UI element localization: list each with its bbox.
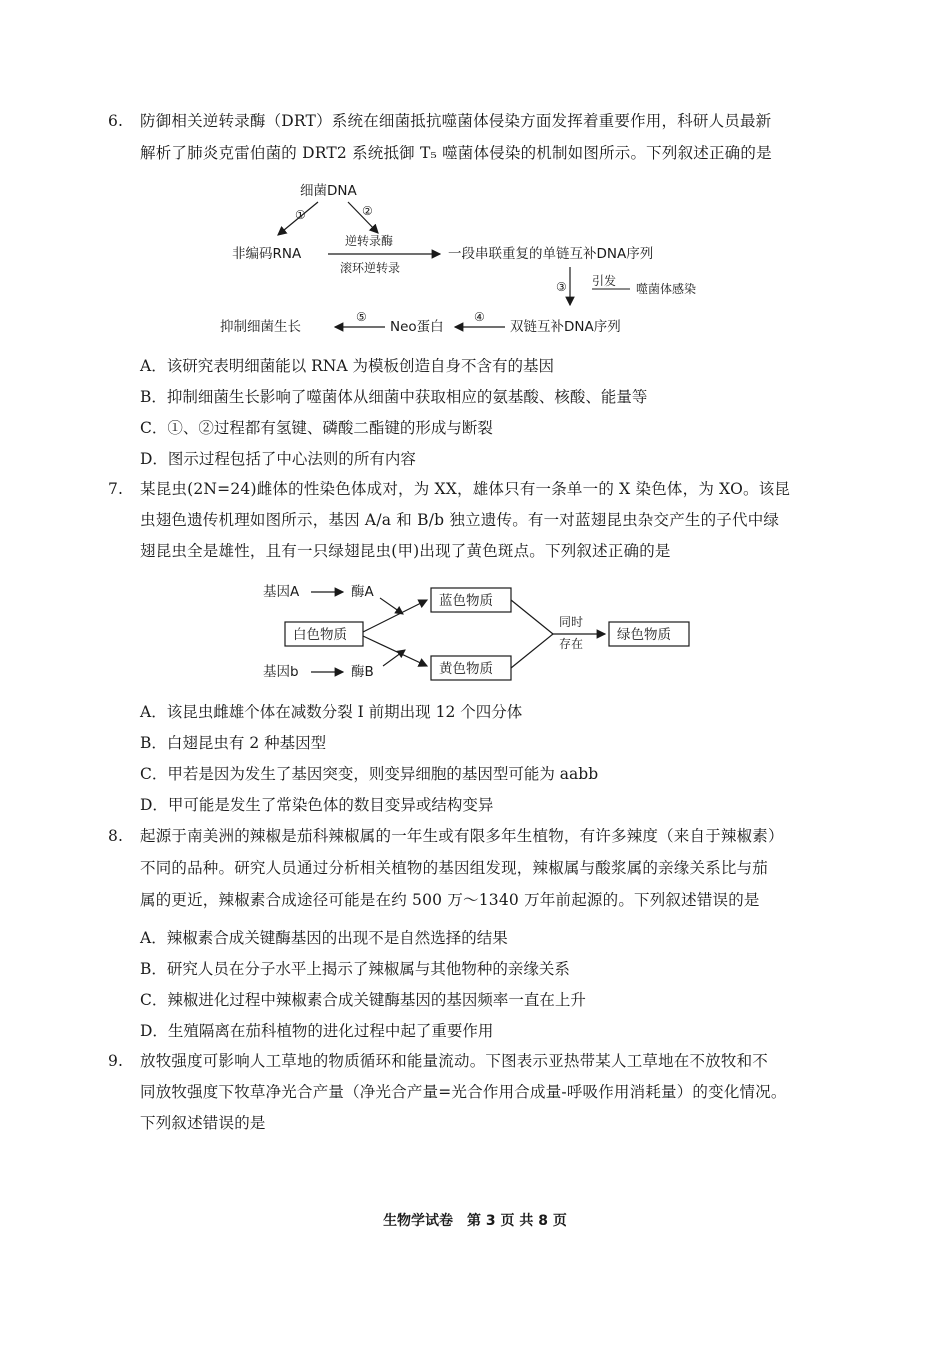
merge-line-blue [511,600,553,634]
question-number: 6. [108,112,124,130]
neo-protein-label: Neo蛋白 [390,319,444,335]
arrow-to-yellow [363,636,427,666]
phage-infection-label: 噬菌体感染 [636,282,697,296]
step5-label: ⑤ [356,310,367,324]
dsdna-label: 双链互补DNA序列 [510,319,621,335]
question-stem-line: 属的更近，辣椒素合成途径可能是在约 500 万～1340 万年前起源的。下列叙述错误的是 [140,891,760,909]
question-number: 9. [108,1052,124,1070]
merge-line-yellow [511,634,553,668]
option-b: B．研究人员在分子水平上揭示了辣椒属与其他物种的亲缘关系 [140,960,570,978]
option-d: D．生殖隔离在茄科植物的进化过程中起了重要作用 [140,1022,494,1040]
option-a: A．该昆虫雌雄个体在减数分裂 I 前期出现 12 个四分体 [140,703,523,721]
bacterial-dna-label: 细菌DNA [300,183,357,199]
option-b: B．白翅昆虫有 2 种基因型 [140,734,327,752]
question-stem-line: 放牧强度可影响人工草地的物质循环和能量流动。下图表示亚热带某人工草地在不放牧和不 [140,1052,769,1070]
arrow-enzyme-a [380,598,403,614]
drt2-mechanism-diagram [200,175,760,350]
option-c: C．①、②过程都有氢键、磷酸二酯键的形成与断裂 [140,419,493,437]
rt-enzyme-label: 逆转录酶 [345,234,394,248]
question-stem-line: 起源于南美洲的辣椒是茄科辣椒属的一年生或有限多年生植物，有许多辣度（来自于辣椒素） [140,827,784,845]
inhibit-growth-label: 抑制细菌生长 [220,319,301,335]
step4-label: ④ [474,310,485,324]
page-footer: 生物学试卷 第 3 页 共 8 页 [383,1213,567,1229]
yellow-substance-label: 黄色物质 [439,661,493,677]
gene-b-label: 基因b [263,664,299,680]
question-stem-line: 某昆虫(2N=24)雌体的性染色体成对，为 XX，雄体只有一条单一的 X 染色体，为 XO。该昆 [140,480,791,498]
option-c: C．甲若是因为发生了基因突变，则变异细胞的基因型可能为 aabb [140,765,599,783]
question-stem-line: 不同的品种。研究人员通过分析相关植物的基因组发现，辣椒属与酸浆属的亲缘关系比与茄 [140,859,769,877]
question-number: 7. [108,480,124,498]
option-a: A．该研究表明细菌能以 RNA 为模板创造自身不含有的基因 [140,357,554,375]
blue-substance-label: 蓝色物质 [439,593,493,609]
step1-label: ① [295,208,306,222]
option-d: D．图示过程包括了中心法则的所有内容 [140,450,416,468]
wing-color-pathway-diagram [255,578,705,688]
step2-label: ② [362,204,373,218]
green-substance-label: 绿色物质 [617,627,671,643]
ssdna-label: 一段串联重复的单链互补DNA序列 [448,246,654,262]
option-a: A．辣椒素合成关键酶基因的出现不是自然选择的结果 [140,929,508,947]
co-occur-top-label: 同时 [559,615,584,629]
arrow-to-blue [363,600,427,632]
noncoding-rna-label: 非编码RNA [232,246,302,262]
question-stem-line: 防御相关逆转录酶（DRT）系统在细菌抵抗噬菌体侵染方面发挥着重要作用，科研人员最新 [140,112,772,130]
question-stem-line: 翅昆虫全是雄性，且有一只绿翅昆虫(甲)出现了黄色斑点。下列叙述正确的是 [140,542,671,560]
question-stem-line: 解析了肺炎克雷伯菌的 DRT2 系统抵御 T₅ 噬菌体侵染的机制如图所示。下列叙述正确的是 [140,144,772,162]
option-c: C．辣椒进化过程中辣椒素合成关键酶基因的基因频率一直在上升 [140,991,586,1009]
question-stem-line: 同放牧强度下牧草净光合产量（净光合产量=光合作用合成量-呼吸作用消耗量）的变化情况。 [140,1083,787,1101]
trigger-label: 引发 [592,274,617,288]
rolling-circle-rt-label: 滚环逆转录 [340,261,401,275]
white-substance-label: 白色物质 [293,627,347,643]
question-stem-line: 下列叙述错误的是 [140,1114,266,1132]
co-occur-bottom-label: 存在 [559,637,584,651]
question-stem-line: 虫翅色遗传机理如图所示，基因 A/a 和 B/b 独立遗传。有一对蓝翅昆虫杂交产生的子代中绿 [140,511,780,529]
option-b: B．抑制细菌生长影响了噬菌体从细菌中获取相应的氨基酸、核酸、能量等 [140,388,648,406]
enzyme-a-label: 酶A [351,584,374,600]
enzyme-b-label: 酶B [351,664,374,680]
step3-label: ③ [556,280,567,294]
arrow-enzyme-b [383,650,405,666]
option-d: D．甲可能是发生了常染色体的数目变异或结构变异 [140,796,494,814]
gene-a-label: 基因A [263,584,300,600]
question-number: 8. [108,827,124,845]
